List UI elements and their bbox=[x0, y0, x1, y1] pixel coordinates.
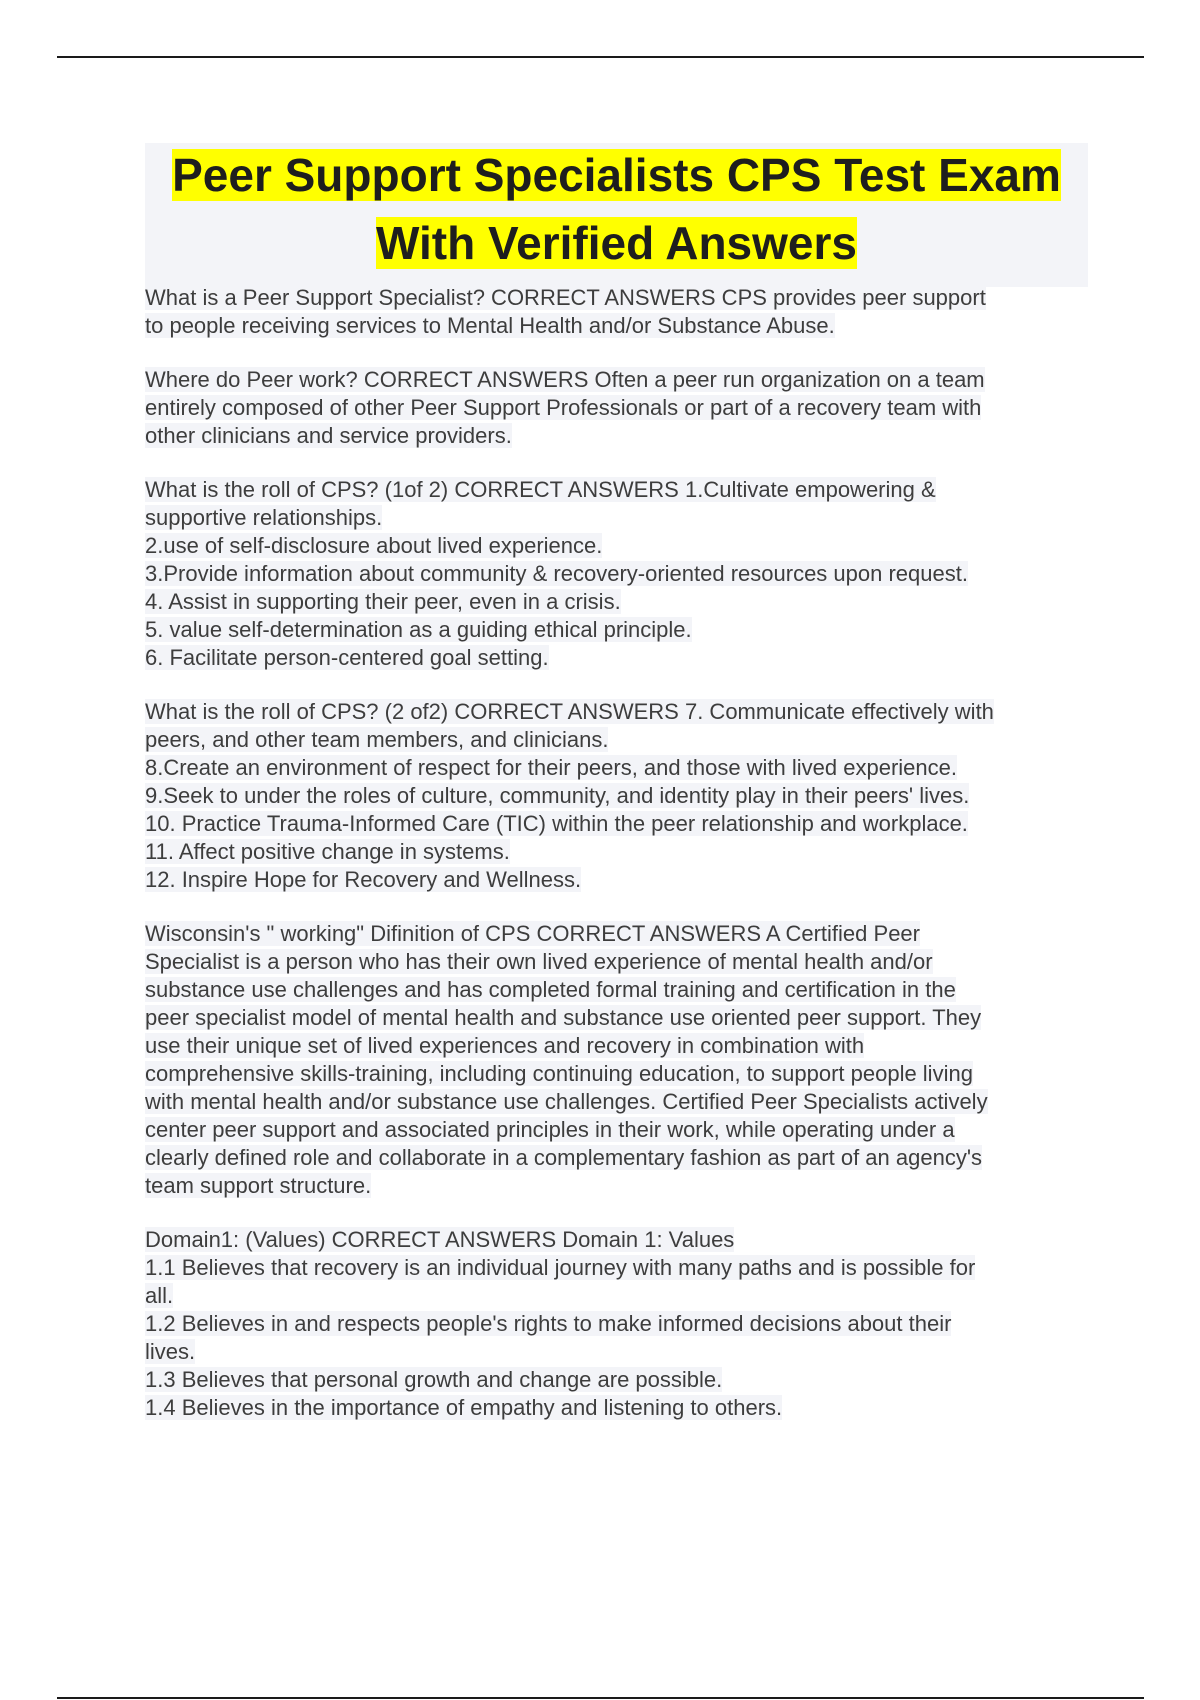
top-divider bbox=[57, 56, 1144, 58]
paragraph-line bbox=[145, 810, 1085, 838]
line-text: team support structure. bbox=[145, 1173, 372, 1198]
document-body bbox=[145, 284, 1085, 1448]
qa-paragraph bbox=[145, 284, 1085, 340]
qa-paragraph bbox=[145, 476, 1085, 672]
paragraph-line bbox=[145, 644, 1085, 672]
paragraph-line bbox=[145, 1088, 1085, 1116]
line-text: supportive relationships. bbox=[145, 505, 383, 530]
paragraph-line bbox=[145, 560, 1085, 588]
line-text: What is the roll of CPS? (1of 2) CORRECT ANSWERS 1.Cultivate empowering & bbox=[145, 477, 936, 502]
line-text: 1.2 Believes in and respects people's rights to make informed decisions about their bbox=[145, 1311, 952, 1336]
paragraph-line bbox=[145, 1060, 1085, 1088]
line-text: peer specialist model of mental health and substance use oriented peer support. They bbox=[145, 1005, 982, 1030]
line-text: 5. value self-determination as a guiding ethical principle. bbox=[145, 617, 692, 642]
title-row-2 bbox=[145, 215, 1088, 283]
line-text: to people receiving services to Mental Health and/or Substance Abuse. bbox=[145, 313, 835, 338]
paragraph-line bbox=[145, 920, 1085, 948]
line-text: 9.Seek to under the roles of culture, community, and identity play in their peers' lives. bbox=[145, 783, 970, 808]
paragraph-line bbox=[145, 782, 1085, 810]
paragraph-line bbox=[145, 866, 1085, 894]
paragraph-line bbox=[145, 1254, 1085, 1282]
line-text: Domain1: (Values) CORRECT ANSWERS Domain 1: Values bbox=[145, 1227, 735, 1252]
paragraph-line bbox=[145, 476, 1085, 504]
paragraph-line bbox=[145, 1310, 1085, 1338]
line-text: 2.use of self-disclosure about lived experience. bbox=[145, 533, 603, 558]
title-line-1: Peer Support Specialists CPS Test Exam bbox=[172, 149, 1061, 201]
line-text: 10. Practice Trauma-Informed Care (TIC) within the peer relationship and workplace. bbox=[145, 811, 968, 836]
line-text: 1.1 Believes that recovery is an individual journey with many paths and is possible for bbox=[145, 1255, 976, 1280]
line-text: What is the roll of CPS? (2 of2) CORRECT ANSWERS 7. Communicate effectively with bbox=[145, 699, 994, 724]
qa-paragraph bbox=[145, 698, 1085, 894]
paragraph-line bbox=[145, 422, 1085, 450]
line-text: Wisconsin's " working" Difinition of CPS CORRECT ANSWERS A Certified Peer bbox=[145, 921, 920, 946]
paragraph-line bbox=[145, 698, 1085, 726]
line-text: Where do Peer work? CORRECT ANSWERS Often a peer run organization on a team bbox=[145, 367, 985, 392]
line-text: 4. Assist in supporting their peer, even in a crisis. bbox=[145, 589, 621, 614]
line-text: 3.Provide information about community & recovery-oriented resources upon request. bbox=[145, 561, 968, 586]
qa-paragraph bbox=[145, 1226, 1085, 1422]
title-row-1 bbox=[145, 147, 1088, 215]
paragraph-line bbox=[145, 394, 1085, 422]
paragraph-line bbox=[145, 616, 1085, 644]
paragraph-line bbox=[145, 532, 1085, 560]
document-title bbox=[145, 143, 1088, 287]
paragraph-line bbox=[145, 1144, 1085, 1172]
paragraph-line bbox=[145, 312, 1085, 340]
line-text: peers, and other team members, and clinicians. bbox=[145, 727, 609, 752]
paragraph-line bbox=[145, 948, 1085, 976]
paragraph-line bbox=[145, 1032, 1085, 1060]
paragraph-line bbox=[145, 726, 1085, 754]
line-text: other clinicians and service providers. bbox=[145, 423, 512, 448]
paragraph-line bbox=[145, 1226, 1085, 1254]
paragraph-line bbox=[145, 754, 1085, 782]
bottom-divider bbox=[57, 1697, 1144, 1699]
paragraph-line bbox=[145, 1116, 1085, 1144]
paragraph-line bbox=[145, 976, 1085, 1004]
qa-paragraph bbox=[145, 920, 1085, 1200]
paragraph-line bbox=[145, 1338, 1085, 1366]
line-text: all. bbox=[145, 1283, 174, 1308]
paragraph-line bbox=[145, 366, 1085, 394]
paragraph-line bbox=[145, 504, 1085, 532]
line-text: comprehensive skills-training, including continuing education, to support people living bbox=[145, 1061, 973, 1086]
qa-paragraph bbox=[145, 366, 1085, 450]
line-text: What is a Peer Support Specialist? CORRECT ANSWERS CPS provides peer support bbox=[145, 285, 986, 310]
line-text: center peer support and associated principles in their work, while operating under a bbox=[145, 1117, 955, 1142]
line-text: 12. Inspire Hope for Recovery and Wellness. bbox=[145, 867, 582, 892]
line-text: 11. Affect positive change in systems. bbox=[145, 839, 510, 864]
line-text: 1.4 Believes in the importance of empathy and listening to others. bbox=[145, 1395, 783, 1420]
paragraph-line bbox=[145, 1366, 1085, 1394]
paragraph-line bbox=[145, 838, 1085, 866]
line-text: use their unique set of lived experiences and recovery in combination with bbox=[145, 1033, 865, 1058]
line-text: entirely composed of other Peer Support Professionals or part of a recovery team with bbox=[145, 395, 982, 420]
line-text: 1.3 Believes that personal growth and change are possible. bbox=[145, 1367, 723, 1392]
paragraph-line bbox=[145, 1004, 1085, 1032]
line-text: Specialist is a person who has their own lived experience of mental health and/or bbox=[145, 949, 933, 974]
paragraph-line bbox=[145, 588, 1085, 616]
paragraph-line bbox=[145, 1282, 1085, 1310]
line-text: 8.Create an environment of respect for their peers, and those with lived experience. bbox=[145, 755, 958, 780]
line-text: 6. Facilitate person-centered goal setting. bbox=[145, 645, 549, 670]
paragraph-line bbox=[145, 1394, 1085, 1422]
line-text: clearly defined role and collaborate in a complementary fashion as part of an agency's bbox=[145, 1145, 983, 1170]
paragraph-line bbox=[145, 1172, 1085, 1200]
line-text: lives. bbox=[145, 1339, 196, 1364]
line-text: substance use challenges and has completed formal training and certification in the bbox=[145, 977, 956, 1002]
line-text: with mental health and/or substance use challenges. Certified Peer Specialists actively bbox=[145, 1089, 988, 1114]
title-line-2: With Verified Answers bbox=[375, 217, 857, 269]
paragraph-line bbox=[145, 284, 1085, 312]
